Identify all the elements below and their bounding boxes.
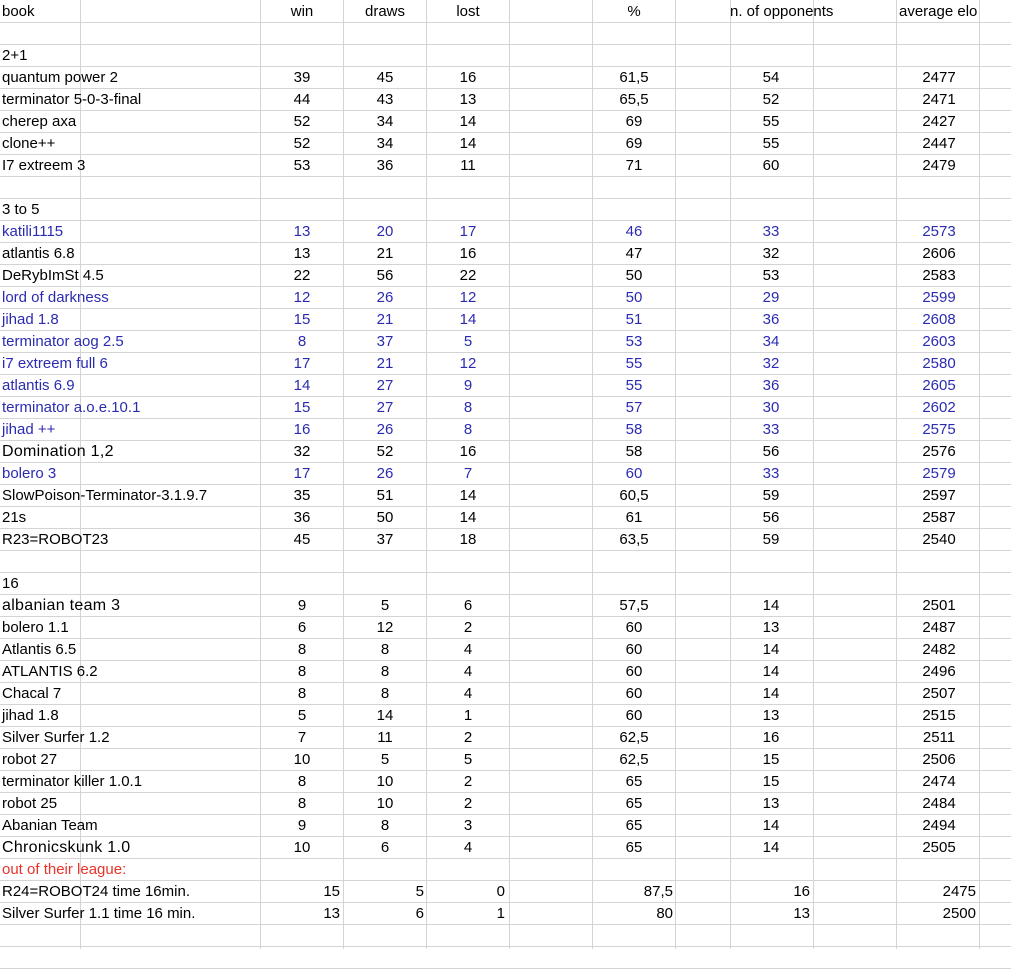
cell-draws[interactable]: 26 [376, 421, 394, 438]
cell-book[interactable]: SlowPoison-Terminator-3.1.9.7 [2, 487, 208, 504]
cell-opp[interactable]: 59 [762, 487, 780, 504]
cell-lost[interactable]: 16 [459, 69, 477, 86]
cell-pct[interactable]: 61 [625, 509, 643, 526]
cell-win[interactable]: 7 [297, 729, 307, 746]
table-row [0, 155, 1011, 177]
cell-opp[interactable]: 55 [762, 113, 780, 130]
table-row [0, 683, 1011, 705]
cell-pct[interactable]: 69 [625, 113, 643, 130]
cell-draws[interactable]: 10 [376, 773, 394, 790]
cell-win[interactable]: 8 [297, 333, 307, 350]
cell-pct[interactable]: 62,5 [619, 729, 649, 746]
cell-pct[interactable]: 51 [625, 311, 643, 328]
table-row [0, 837, 1011, 859]
cell-pct[interactable]: 65 [625, 795, 643, 812]
cell-pct[interactable]: 53 [625, 333, 643, 350]
cell-draws[interactable]: 8 [380, 817, 390, 834]
cell-draws[interactable]: 21 [376, 311, 394, 328]
cell-draws[interactable]: 43 [376, 91, 394, 108]
cell-draws[interactable]: 8 [380, 641, 390, 658]
cell-lost[interactable]: 18 [459, 531, 477, 548]
cell-win[interactable]: 52 [293, 135, 311, 152]
cell-draws[interactable]: 26 [376, 465, 394, 482]
cell-elo[interactable]: 2599 [922, 289, 956, 306]
cell-lost[interactable]: 14 [459, 487, 477, 504]
league-label[interactable]: out of their league: [2, 861, 127, 878]
cell-opp[interactable]: 33 [762, 421, 780, 438]
header-average-elo[interactable]: average elo [899, 3, 978, 20]
cell-elo[interactable]: 2500 [942, 905, 976, 922]
cell-draws[interactable]: 20 [376, 223, 394, 240]
cell-pct[interactable]: 65 [625, 839, 643, 856]
cell-elo[interactable]: 2506 [922, 751, 956, 768]
cell-lost[interactable]: 7 [463, 465, 473, 482]
table-row [0, 705, 1011, 727]
cell-pct[interactable]: 60 [625, 641, 643, 658]
cell-draws[interactable]: 5 [380, 597, 390, 614]
cell-book[interactable]: quantum power 2 [2, 69, 118, 86]
cell-draws[interactable]: 8 [380, 685, 390, 702]
cell-elo[interactable]: 2477 [922, 69, 956, 86]
cell-win[interactable]: 10 [293, 751, 311, 768]
table-row [0, 287, 1011, 309]
cell-win[interactable]: 14 [293, 377, 311, 394]
cell-opp[interactable]: 54 [762, 69, 780, 86]
cell-pct[interactable]: 58 [625, 421, 643, 438]
cell-draws[interactable]: 5 [380, 751, 390, 768]
table-row [0, 309, 1011, 331]
cell-book[interactable]: clone++ [2, 135, 56, 152]
table-row [0, 903, 1011, 925]
cell-book[interactable]: bolero 1.1 [2, 619, 69, 636]
cell-pct[interactable]: 63,5 [619, 531, 649, 548]
cell-draws[interactable]: 50 [376, 509, 394, 526]
table-row [0, 595, 1011, 617]
cell-book[interactable]: Atlantis 6.5 [2, 641, 77, 658]
cell-win[interactable]: 12 [293, 289, 311, 306]
cell-book[interactable]: i7 extreem full 6 [2, 355, 108, 372]
cell-win[interactable]: 44 [293, 91, 311, 108]
cell-pct[interactable]: 57 [625, 399, 643, 416]
cell-draws[interactable]: 45 [376, 69, 394, 86]
cell-book[interactable]: robot 27 [2, 751, 58, 768]
cell-opp[interactable]: 14 [762, 597, 780, 614]
cell-win[interactable]: 8 [297, 773, 307, 790]
cell-draws[interactable]: 34 [376, 113, 394, 130]
cell-lost[interactable]: 11 [460, 157, 476, 174]
cell-book[interactable]: atlantis 6.8 [2, 245, 75, 262]
cell-lost[interactable]: 1 [463, 707, 473, 724]
cell-pct[interactable]: 57,5 [619, 597, 649, 614]
cell-win[interactable]: 13 [293, 223, 311, 240]
cell-win[interactable]: 15 [293, 399, 311, 416]
cell-lost[interactable]: 13 [459, 91, 477, 108]
cell-elo[interactable]: 2587 [922, 509, 956, 526]
cell-win[interactable]: 39 [293, 69, 311, 86]
cell-opp[interactable]: 36 [762, 377, 780, 394]
table-row [0, 639, 1011, 661]
cell-book[interactable]: Domination 1,2 [2, 443, 114, 460]
cell-elo[interactable]: 2487 [922, 619, 956, 636]
cell-opp[interactable]: 13 [762, 707, 780, 724]
cell-draws[interactable]: 6 [415, 905, 424, 922]
cell-opp[interactable]: 14 [762, 817, 780, 834]
cell-win[interactable]: 17 [293, 355, 311, 372]
table-row [0, 375, 1011, 397]
table-row [0, 397, 1011, 419]
cell-elo[interactable]: 2608 [922, 311, 956, 328]
cell-draws[interactable]: 52 [376, 443, 394, 460]
header-percent[interactable]: % [627, 3, 641, 20]
cell-win[interactable]: 8 [297, 641, 307, 658]
cell-book[interactable]: jihad 1.8 [2, 707, 59, 724]
cell-draws[interactable]: 34 [376, 135, 394, 152]
section-label-row [0, 199, 1011, 221]
cell-draws[interactable]: 11 [377, 729, 393, 746]
cell-elo[interactable]: 2482 [922, 641, 956, 658]
table-row [0, 617, 1011, 639]
cell-book[interactable]: katili1115 [2, 223, 64, 240]
cell-elo[interactable]: 2505 [922, 839, 956, 856]
cell-opp[interactable]: 13 [762, 619, 780, 636]
cell-opp[interactable]: 32 [762, 355, 780, 372]
table-row [0, 331, 1011, 353]
cell-elo[interactable]: 2494 [922, 817, 956, 834]
table-row [0, 441, 1011, 463]
cell-book[interactable]: lord of darkness [2, 289, 109, 306]
cell-draws[interactable]: 14 [376, 707, 394, 724]
cell-elo[interactable]: 2576 [922, 443, 956, 460]
cell-win[interactable]: 6 [297, 619, 307, 636]
cell-book[interactable]: I7 extreem 3 [2, 157, 86, 174]
table-row [0, 67, 1011, 89]
cell-book[interactable]: R24=ROBOT24 time 16min. [2, 883, 190, 900]
cell-lost[interactable]: 16 [459, 443, 477, 460]
cell-book[interactable]: robot 25 [2, 795, 58, 812]
header-row [0, 1, 1011, 23]
cell-opp[interactable]: 33 [762, 465, 780, 482]
cell-pct[interactable]: 55 [625, 377, 643, 394]
cell-win[interactable]: 13 [293, 245, 311, 262]
cell-elo[interactable]: 2475 [942, 883, 976, 900]
cell-draws[interactable]: 26 [376, 289, 394, 306]
cell-book[interactable]: ATLANTIS 6.2 [2, 663, 98, 680]
cell-win[interactable]: 22 [293, 267, 311, 284]
cell-win[interactable]: 8 [297, 685, 307, 702]
cell-book[interactable]: Abanian Team [2, 817, 98, 834]
cell-lost[interactable]: 8 [463, 421, 473, 438]
cell-book[interactable]: DeRybImSt 4.5 [2, 267, 104, 284]
cell-win[interactable]: 10 [293, 839, 311, 856]
cell-draws[interactable]: 10 [376, 795, 394, 812]
cell-win[interactable]: 5 [297, 707, 307, 724]
cell-lost[interactable]: 1 [496, 905, 505, 922]
cell-pct[interactable]: 60 [625, 619, 643, 636]
section-label[interactable]: 16 [2, 575, 19, 592]
cell-opp[interactable]: 16 [762, 729, 780, 746]
cell-lost[interactable]: 3 [463, 817, 473, 834]
cell-elo[interactable]: 2597 [922, 487, 956, 504]
cell-opp[interactable]: 59 [762, 531, 780, 548]
cell-elo[interactable]: 2603 [922, 333, 956, 350]
table-row [0, 881, 1011, 903]
cell-win[interactable]: 13 [323, 905, 340, 922]
cell-elo[interactable]: 2602 [922, 399, 956, 416]
header-win[interactable]: win [290, 3, 314, 20]
cell-elo[interactable]: 2573 [922, 223, 956, 240]
cell-lost[interactable]: 12 [459, 289, 477, 306]
cell-draws[interactable]: 27 [376, 399, 394, 416]
table-row [0, 529, 1011, 551]
cell-draws[interactable]: 27 [376, 377, 394, 394]
cell-opp[interactable]: 56 [762, 443, 780, 460]
cell-pct[interactable]: 62,5 [619, 751, 649, 768]
table-row [0, 89, 1011, 111]
cell-lost[interactable]: 12 [459, 355, 477, 372]
cell-pct[interactable]: 60,5 [619, 487, 649, 504]
cell-lost[interactable]: 0 [496, 883, 505, 900]
cell-win[interactable]: 9 [297, 597, 307, 614]
table-row [0, 771, 1011, 793]
cell-opp[interactable]: 14 [762, 663, 780, 680]
cell-win[interactable]: 16 [293, 421, 311, 438]
cell-pct[interactable]: 58 [625, 443, 643, 460]
cell-draws[interactable]: 51 [376, 487, 394, 504]
cell-pct[interactable]: 80 [656, 905, 673, 922]
cell-elo[interactable]: 2479 [922, 157, 956, 174]
section-label[interactable]: 3 to 5 [2, 201, 40, 218]
cell-lost[interactable]: 2 [463, 619, 473, 636]
cell-elo[interactable]: 2580 [922, 355, 956, 372]
cell-opp[interactable]: 16 [793, 883, 810, 900]
cell-lost[interactable]: 2 [463, 729, 473, 746]
cell-opp[interactable]: 34 [762, 333, 780, 350]
cell-book[interactable]: bolero 3 [2, 465, 57, 482]
cell-draws[interactable]: 37 [376, 531, 394, 548]
table-row [0, 661, 1011, 683]
cell-pct[interactable]: 69 [625, 135, 643, 152]
cell-pct[interactable]: 50 [625, 289, 643, 306]
cell-book[interactable]: jihad ++ [2, 421, 56, 438]
cell-pct[interactable]: 87,5 [643, 883, 673, 900]
cell-pct[interactable]: 60 [625, 707, 643, 724]
cell-win[interactable]: 17 [293, 465, 311, 482]
cell-lost[interactable]: 14 [459, 135, 477, 152]
table-row [0, 727, 1011, 749]
cell-win[interactable]: 32 [293, 443, 311, 460]
cell-draws[interactable]: 37 [376, 333, 394, 350]
cell-opp[interactable]: 53 [762, 267, 780, 284]
header-lost[interactable]: lost [456, 3, 480, 20]
cell-win[interactable]: 35 [293, 487, 311, 504]
league-label-row [0, 859, 1011, 881]
cell-book[interactable]: terminator killer 1.0.1 [2, 773, 143, 790]
cell-lost[interactable]: 14 [459, 509, 477, 526]
cell-draws[interactable]: 6 [380, 839, 390, 856]
cell-elo[interactable]: 2606 [922, 245, 956, 262]
cell-elo[interactable]: 2579 [922, 465, 956, 482]
cell-draws[interactable]: 21 [376, 355, 394, 372]
cell-lost[interactable]: 17 [459, 223, 477, 240]
cell-book[interactable]: cherep axa [2, 113, 77, 130]
cell-opp[interactable]: 14 [762, 685, 780, 702]
cell-pct[interactable]: 55 [625, 355, 643, 372]
cell-elo[interactable]: 2427 [922, 113, 956, 130]
cell-opp[interactable]: 15 [762, 751, 780, 768]
grid-line [0, 946, 1011, 947]
cell-win[interactable]: 36 [293, 509, 311, 526]
cell-book[interactable]: R23=ROBOT23 [2, 531, 109, 548]
cell-lost[interactable]: 6 [463, 597, 473, 614]
table-row [0, 815, 1011, 837]
cell-elo[interactable]: 2540 [922, 531, 956, 548]
cell-lost[interactable]: 2 [463, 773, 473, 790]
cell-book[interactable]: albanian team 3 [2, 597, 121, 614]
cell-opp[interactable]: 29 [762, 289, 780, 306]
cell-opp[interactable]: 14 [762, 641, 780, 658]
cell-elo[interactable]: 2605 [922, 377, 956, 394]
cell-opp[interactable]: 14 [762, 839, 780, 856]
cell-pct[interactable]: 46 [625, 223, 643, 240]
cell-opp[interactable]: 33 [762, 223, 780, 240]
cell-opp[interactable]: 56 [762, 509, 780, 526]
cell-lost[interactable]: 2 [463, 795, 473, 812]
cell-win[interactable]: 9 [297, 817, 307, 834]
header-opponents[interactable]: n. of opponents [730, 3, 834, 20]
section-label[interactable]: 2+1 [2, 47, 28, 64]
cell-book[interactable]: Chronicskunk 1.0 [2, 839, 131, 856]
cell-lost[interactable]: 4 [463, 685, 473, 702]
cell-win[interactable]: 8 [297, 663, 307, 680]
cell-pct[interactable]: 60 [625, 685, 643, 702]
cell-win[interactable]: 53 [293, 157, 311, 174]
cell-elo[interactable]: 2583 [922, 267, 956, 284]
table-row [0, 793, 1011, 815]
cell-pct[interactable]: 71 [625, 157, 643, 174]
cell-elo[interactable]: 2515 [922, 707, 956, 724]
cell-opp[interactable]: 55 [762, 135, 780, 152]
cell-lost[interactable]: 5 [463, 751, 473, 768]
cell-lost[interactable]: 14 [459, 113, 477, 130]
cell-win[interactable]: 8 [297, 795, 307, 812]
cell-book[interactable]: terminator 5-0-3-final [2, 91, 142, 108]
table-row [0, 265, 1011, 287]
cell-elo[interactable]: 2447 [922, 135, 956, 152]
cell-elo[interactable]: 2507 [922, 685, 956, 702]
cell-draws[interactable]: 5 [415, 883, 424, 900]
cell-lost[interactable]: 9 [463, 377, 473, 394]
cell-lost[interactable]: 8 [463, 399, 473, 416]
cell-pct[interactable]: 61,5 [619, 69, 649, 86]
cell-draws[interactable]: 8 [380, 663, 390, 680]
cell-book[interactable]: terminator aog 2.5 [2, 333, 124, 350]
cell-elo[interactable]: 2575 [922, 421, 956, 438]
cell-win[interactable]: 15 [293, 311, 311, 328]
cell-pct[interactable]: 65 [625, 817, 643, 834]
table-row [0, 485, 1011, 507]
section-label-row [0, 45, 1011, 67]
cell-lost[interactable]: 4 [463, 663, 473, 680]
cell-opp[interactable]: 15 [762, 773, 780, 790]
cell-opp[interactable]: 52 [762, 91, 780, 108]
cell-opp[interactable]: 13 [762, 795, 780, 812]
cell-opp[interactable]: 60 [762, 157, 780, 174]
cell-pct[interactable]: 65,5 [619, 91, 649, 108]
cell-book[interactable]: Silver Surfer 1.1 time 16 min. [2, 905, 196, 922]
cell-book[interactable]: atlantis 6.9 [2, 377, 75, 394]
cell-win[interactable]: 15 [323, 883, 340, 900]
cell-pct[interactable]: 50 [625, 267, 643, 284]
cell-elo[interactable]: 2474 [922, 773, 956, 790]
cell-pct[interactable]: 60 [625, 465, 643, 482]
cell-lost[interactable]: 22 [459, 267, 477, 284]
table-row [0, 463, 1011, 485]
header-book[interactable]: book [2, 3, 35, 20]
table-row [0, 507, 1011, 529]
cell-book[interactable]: 21s [2, 509, 27, 526]
table-row [0, 749, 1011, 771]
cell-draws[interactable]: 12 [376, 619, 394, 636]
cell-draws[interactable]: 56 [376, 267, 394, 284]
cell-lost[interactable]: 14 [459, 311, 477, 328]
cell-win[interactable]: 45 [293, 531, 311, 548]
cell-elo[interactable]: 2471 [922, 91, 956, 108]
cell-draws[interactable]: 36 [376, 157, 394, 174]
header-draws[interactable]: draws [364, 3, 405, 20]
cell-lost[interactable]: 5 [463, 333, 473, 350]
cell-elo[interactable]: 2501 [922, 597, 956, 614]
table-row [0, 133, 1011, 155]
table-row [0, 243, 1011, 265]
cell-elo[interactable]: 2484 [922, 795, 956, 812]
cell-opp[interactable]: 30 [762, 399, 780, 416]
cell-lost[interactable]: 16 [459, 245, 477, 262]
section-label-row [0, 573, 1011, 595]
cell-win[interactable]: 52 [293, 113, 311, 130]
cell-pct[interactable]: 47 [625, 245, 643, 262]
cell-opp[interactable]: 32 [762, 245, 780, 262]
cell-pct[interactable]: 60 [625, 663, 643, 680]
cell-book[interactable]: jihad 1.8 [2, 311, 59, 328]
cell-opp[interactable]: 36 [762, 311, 780, 328]
cell-pct[interactable]: 65 [625, 773, 643, 790]
cell-book[interactable]: Silver Surfer 1.2 [2, 729, 110, 746]
cell-opp[interactable]: 13 [793, 905, 810, 922]
cell-lost[interactable]: 4 [463, 641, 473, 658]
cell-book[interactable]: Chacal 7 [2, 685, 62, 702]
cell-elo[interactable]: 2496 [922, 663, 956, 680]
table-row [0, 221, 1011, 243]
table-row [0, 111, 1011, 133]
cell-book[interactable]: terminator a.o.e.10.1 [2, 399, 141, 416]
table-row [0, 353, 1011, 375]
table-row [0, 419, 1011, 441]
cell-draws[interactable]: 21 [376, 245, 394, 262]
cell-lost[interactable]: 4 [463, 839, 473, 856]
cell-elo[interactable]: 2511 [922, 729, 956, 746]
